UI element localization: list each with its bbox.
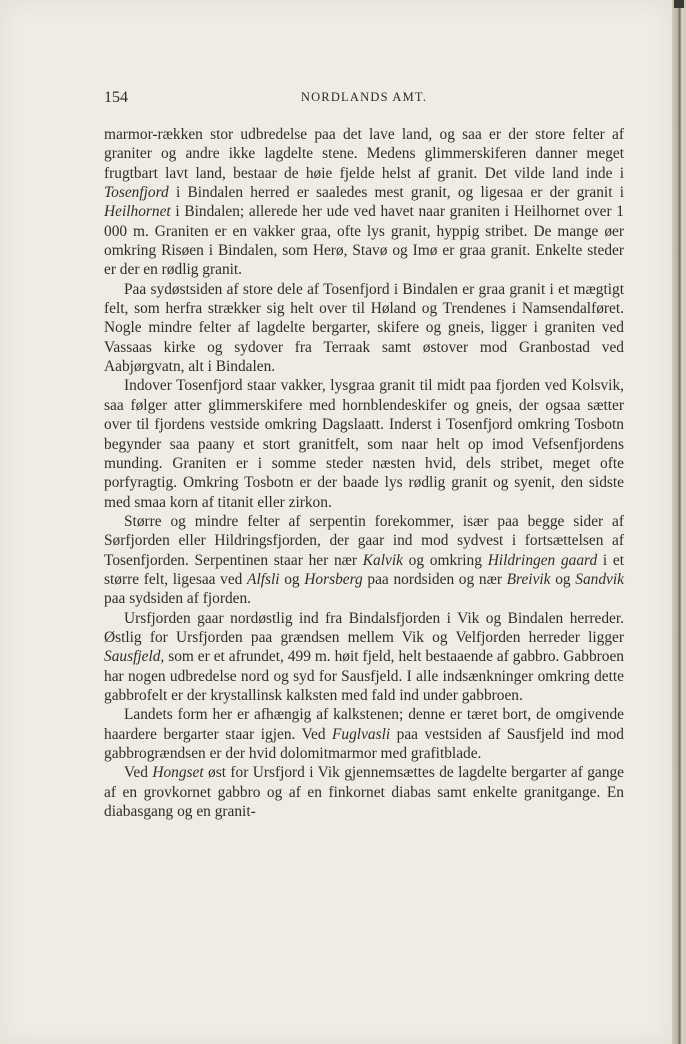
text-run: paa vestsiden af Sausfjeld ind mod gabbrogrændsen er der hvid dolomitmarmor med grafitblade. (104, 725, 624, 762)
place-name: Hildringen gaard (487, 551, 598, 569)
place-name: Alfsli (247, 570, 280, 588)
place-name: Tosenfjord (104, 184, 169, 202)
paragraph (104, 280, 624, 377)
place-name: Hongset (152, 764, 204, 782)
text-run: paa nordsiden og nær (362, 570, 507, 588)
place-name: Heilhornet (104, 203, 171, 221)
text-run: Ved (124, 764, 153, 782)
text-run: Indover Tosenfjord staar vakker, lysgraa granit til midt paa fjorden ved Kolsvik, saa følger atter glimmerskifere med hornblendeskifer og gneis, der ogsaa sætter over til fjordens vestside omkring Dagslaatt. Inderst i Tosenfjord omkring Tosbotn begynder saa paany et stort granitfelt, som naar helt op imod Vefsenfjordens munding. Graniten er i somme steder næsten hvid, dels stribet, meget ofte porfyragtig. Omkring Tosbotn er der baade lys rødlig granit og syenit, den sidste med smaa korn af titanit eller zirkon. (104, 377, 624, 511)
paragraph (104, 125, 624, 280)
text-run: Større og mindre felter af serpentin forekommer, især paa begge sider af Sørfjorden eller Hildringsfjorden, der gaar ind mod sydvest i fortsættelsen af Tosenfjorden. Serpentinen staar her nær (104, 512, 624, 569)
running-title: NORDLANDS AMT. (300, 90, 428, 104)
page-edge (672, 0, 686, 1044)
text-run: Ursfjorden gaar nordøstlig ind fra Bindalsfjorden i Vik og Bindalen herreder. Østlig for Ursfjorden paa grændsen mellem Vik og Velfjorden herreder ligger (104, 609, 624, 646)
text-run: og omkring (402, 551, 488, 569)
place-name: Sandvik (575, 570, 624, 588)
text-run: i et større felt, ligesaa ved (104, 551, 625, 588)
text-run: i Bindalen herred er saaledes mest granit, og ligesaa er der granit i (168, 184, 624, 202)
text-run: og (279, 570, 305, 588)
paragraph (104, 705, 624, 763)
body-text (104, 125, 624, 821)
paragraph (104, 512, 624, 609)
place-name: Horsberg (304, 570, 363, 588)
paragraph (104, 609, 624, 706)
page-header (104, 89, 624, 109)
place-name: Fuglvasli (332, 725, 391, 743)
page-number: 154 (104, 89, 128, 106)
text-run: Landets form her er afhængig af kalkstenen; denne er tæret bort, de omgivende haardere bergarter staar igjen. Ved (104, 706, 624, 743)
place-name: Kalvik (362, 551, 403, 569)
text-run: Paa sydøstsiden af store dele af Tosenfjord i Bindalen er graa granit i et mægtigt felt, som herfra strækker sig helt over til Høland og Trendenes i Namsendalføret. Nogle mindre felter af lagdelte bergarter, skifere og gneis, ligger i graniten ved Vassaas kirke og sydover fra Terraak samt østover mod Granbostad ved Aabjørgvatn, alt i Bindalen. (104, 280, 624, 376)
paragraph (104, 763, 624, 821)
text-run: marmor-rækken stor udbredelse paa det lave land, og saa er der store felter af graniter og andre ikke lagdelte stene. Medens glimmerskiferen danner meget frugtbart lavt land, bestaar de høie fjelde helst af granit. Det vilde land inde i (104, 126, 624, 182)
text-run: i Bindalen; allerede her ude ved havet naar graniten i Heilhornet over 1 000 m. Graniten er en vakker graa, ofte lys granit, hyppig stribet. De mange øer omkring Risøen i Bindalen, som Herø, Stavø og Imø er graa granit. Enkelte steder er der en rødlig granit. (104, 203, 624, 279)
place-name: Sausfjeld, (104, 648, 165, 666)
text-run: og (550, 570, 576, 588)
paragraph (104, 376, 624, 511)
text-run: paa sydsiden af fjorden. (104, 590, 252, 608)
text-run: øst for Ursfjord i Vik gjennemsættes de lagdelte bergarter af gange af en grovkornet gabbro og af en finkornet diabas samt enkelte granitgange. En diabasgang og en granit- (104, 764, 624, 821)
text-run: som er et afrundet, 499 m. høit fjeld, helt bestaaende af gabbro. Gabbroen har nogen udbredelse nord og syd for Sausfjeld. I alle indsænkninger omkring dette gabbrofelt er der krystallinsk kalksten med fald ind under gabbroen. (104, 648, 624, 704)
place-name: Breivik (506, 570, 551, 588)
